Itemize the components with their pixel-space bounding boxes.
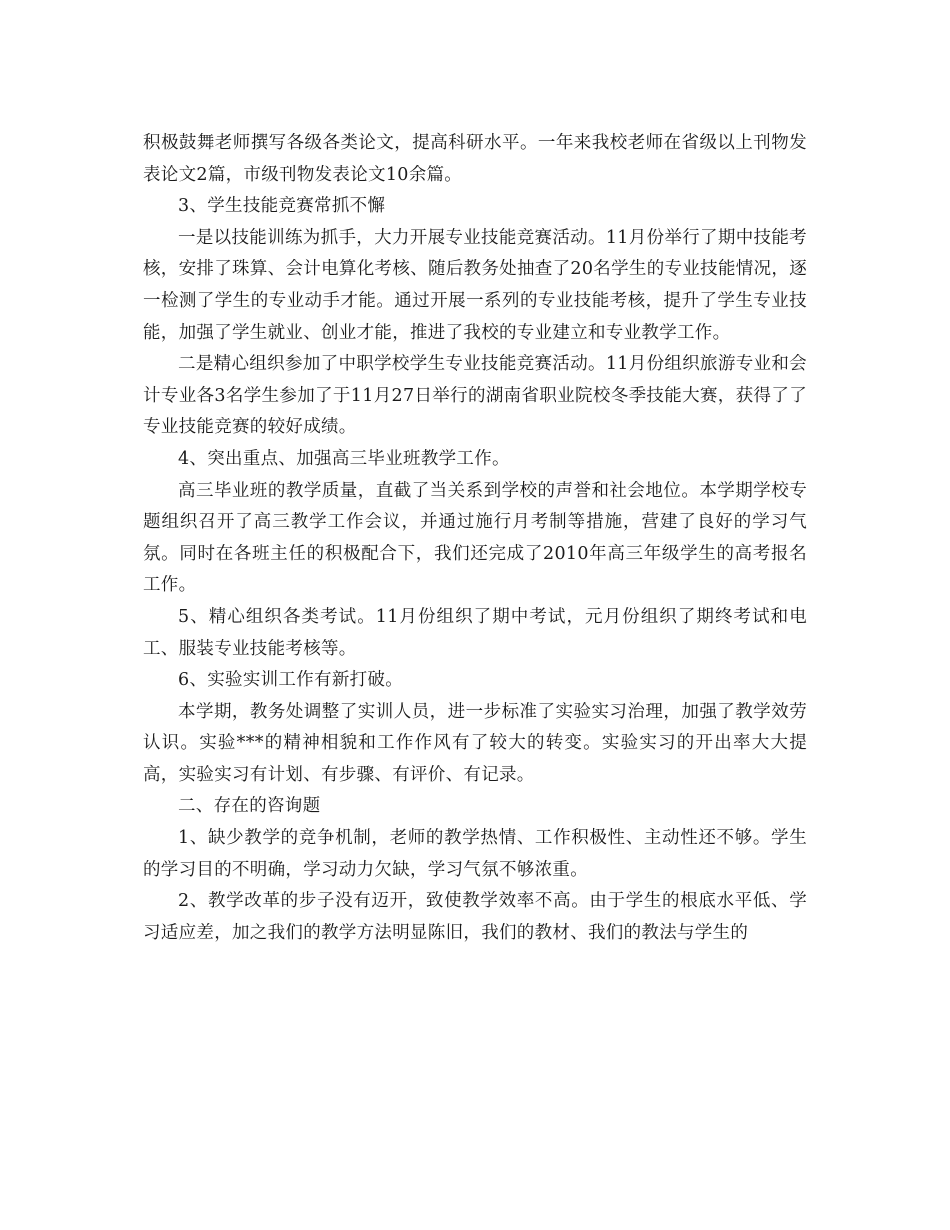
paragraph-9: 本学期，教务处调整了实训人员，进一步标准了实验实习治理，加强了教学效劳认识。实验***的精神相貌和工作作风有了较大的转变。实验实习的开出率大大提高，实验实习有计划、有步骤、有评价、有记录。 bbox=[143, 701, 807, 785]
paragraph-1: 积极鼓舞老师撰写各级各类论文，提高科研水平。一年来我校老师在省级以上刊物发表论文2篇，市级刊物发表论文10余篇。 bbox=[143, 133, 807, 185]
paragraph-3: 一是以技能训练为抓手，大力开展专业技能竞赛活动。11月份举行了期中技能考核，安排了珠算、会计电算化考核、随后教务处抽查了20名学生的专业技能情况，逐一检测了学生的专业动手才能。通过开展一系列的专业技能考核，提升了学生专业技能，加强了学生就业、创业才能，推进了我校的专业建立和专业教学工作。 bbox=[143, 227, 807, 343]
paragraph-2-heading: 3、学生技能竞赛常抓不懈 bbox=[178, 196, 386, 217]
paragraph-12: 2、教学改革的步子没有迈开，致使教学效率不高。由于学生的根底水平低、学习适应差，加之我们的教学方法明显陈旧，我们的教材、我们的教法与学生的 bbox=[143, 891, 807, 943]
paragraph-8-heading: 6、实验实训工作有新打破。 bbox=[178, 670, 404, 691]
paragraph-7: 5、精心组织各类考试。11月份组织了期中考试，元月份组织了期终考试和电工、服装专业技能考核等。 bbox=[143, 606, 807, 659]
paragraph-6: 高三毕业班的教学质量，直截了当关系到学校的声誉和社会地位。本学期学校专题组织召开了高三教学工作会议，并通过施行月考制等措施，营建了良好的学习气氛。同时在各班主任的积极配合下，我们还完成了2010年高三年级学生的高考报名工作。 bbox=[143, 480, 807, 596]
paragraph-4: 二是精心组织参加了中职学校学生专业技能竞赛活动。11月份组织旅游专业和会计专业各3名学生参加了于11月27日举行的湖南省职业院校冬季技能大赛，获得了了专业技能竞赛的较好成绩。 bbox=[143, 354, 807, 438]
section-heading-problems: 二、存在的咨询题 bbox=[178, 796, 321, 817]
paragraph-5-heading: 4、突出重点、加强高三毕业班教学工作。 bbox=[178, 448, 510, 469]
document-body bbox=[143, 128, 807, 949]
paragraph-11: 1、缺少教学的竞争机制，老师的教学热情、工作积极性、主动性还不够。学生的学习目的不明确，学习动力欠缺，学习气氛不够浓重。 bbox=[143, 828, 807, 880]
